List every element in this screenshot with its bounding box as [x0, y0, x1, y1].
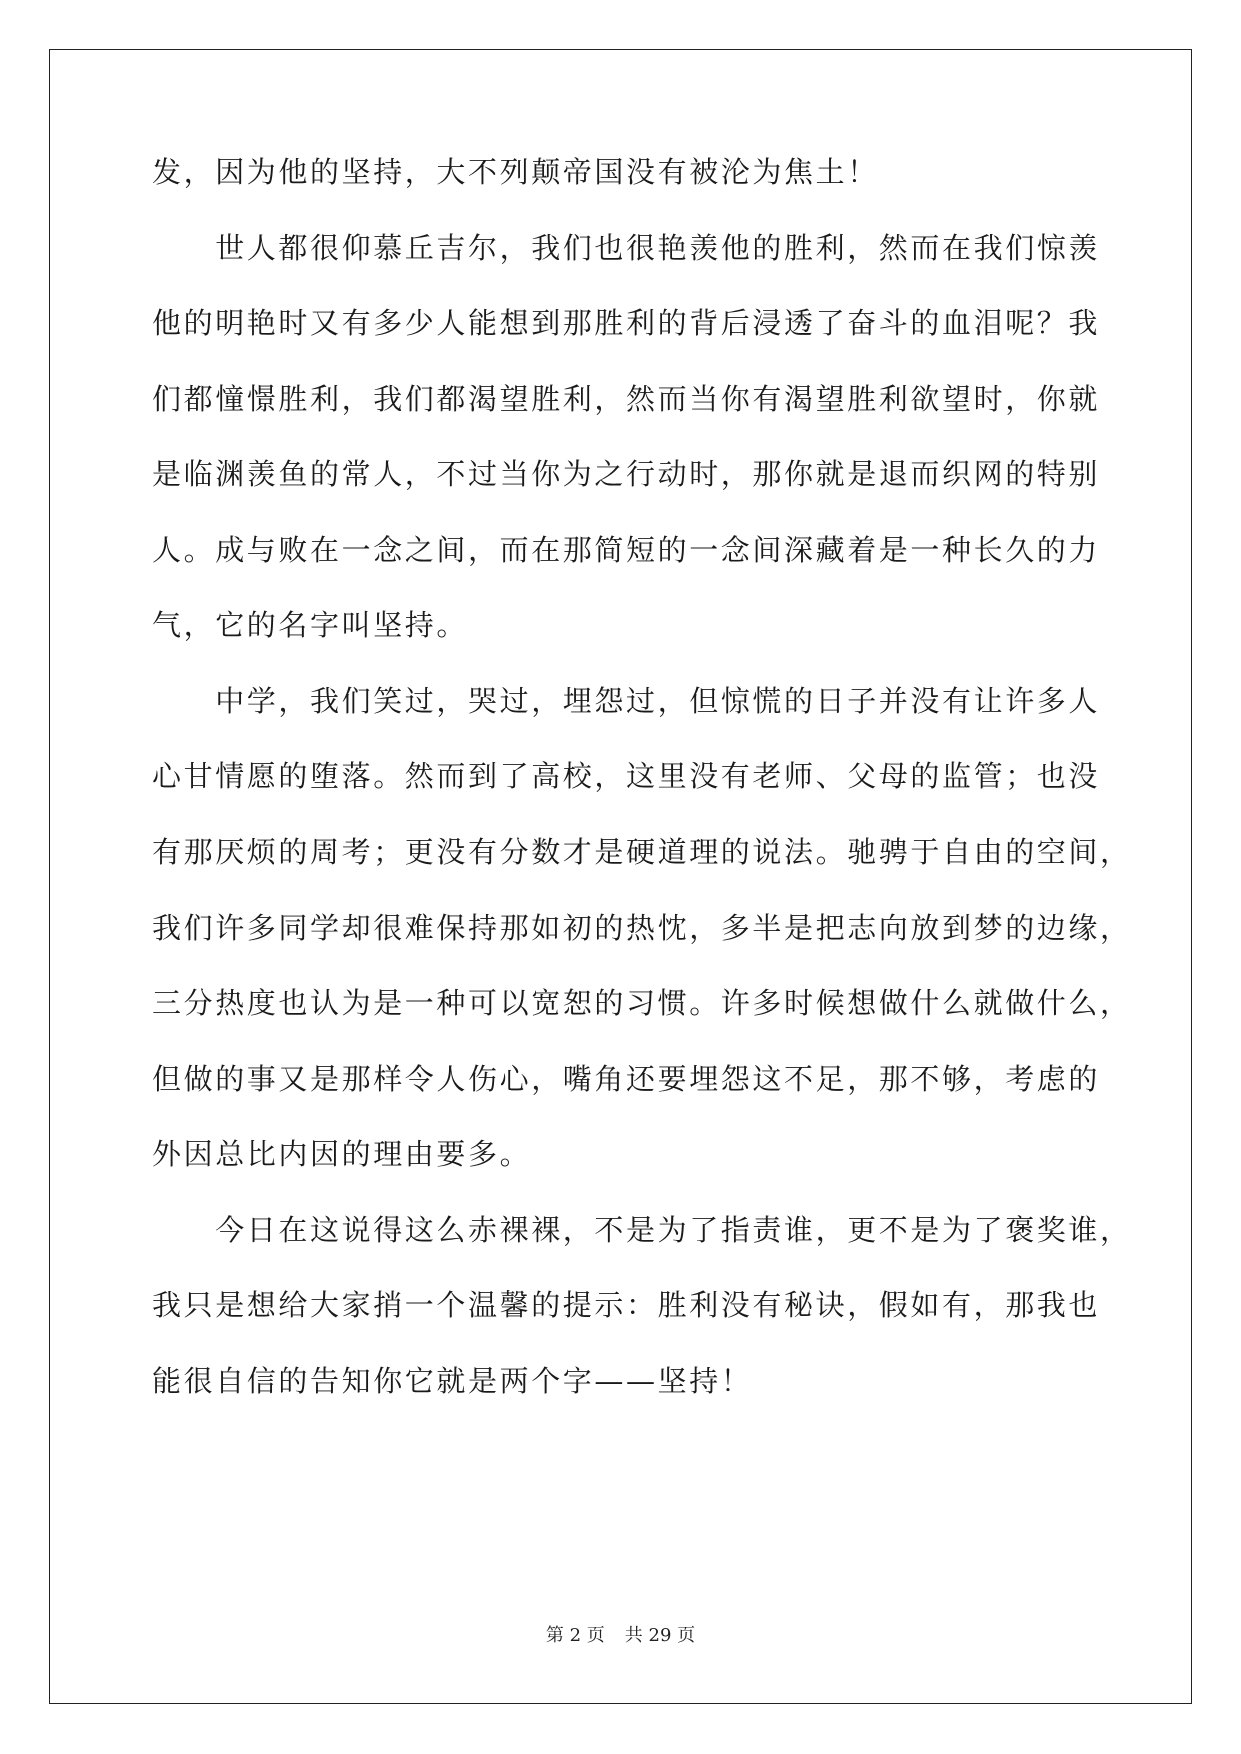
text-line: 我只是想给大家捎一个温馨的提示：胜利没有秘诀，假如有，那我也 — [152, 1288, 1101, 1322]
page-total: 共 29 页 — [624, 1625, 696, 1646]
text-line: 外因总比内因的理由要多。 — [152, 1137, 532, 1171]
text-line: 他的明艳时又有多少人能想到那胜利的背后浸透了奋斗的血泪呢？我 — [152, 306, 1101, 340]
text-line: 中学，我们笑过，哭过，埋怨过，但惊慌的日子并没有让许多人 — [152, 684, 1101, 718]
text-line: 但做的事又是那样令人伤心，嘴角还要埋怨这不足，那不够，考虑的 — [152, 1062, 1101, 1096]
text-line: 发，因为他的坚持，大不列颠帝国没有被沦为焦土！ — [152, 155, 879, 189]
text-line: 们都憧憬胜利，我们都渴望胜利，然而当你有渴望胜利欲望时，你就 — [152, 382, 1101, 416]
text-line: 世人都很仰慕丘吉尔，我们也很艳羡他的胜利，然而在我们惊羡 — [152, 231, 1101, 265]
text-line: 气，它的名字叫坚持。 — [152, 608, 469, 642]
page-border — [49, 49, 1192, 1704]
text-line: 能很自信的告知你它就是两个字——坚持！ — [152, 1364, 753, 1398]
text-line: 心甘情愿的堕落。然而到了高校，这里没有老师、父母的监管；也没 — [152, 759, 1101, 793]
text-line: 我们许多同学却很难保持那如初的热忱，多半是把志向放到梦的边缘， — [152, 911, 1132, 945]
text-line: 今日在这说得这么赤裸裸，不是为了指责谁，更不是为了褒奖谁， — [152, 1213, 1132, 1247]
text-line: 三分热度也认为是一种可以宽恕的习惯。许多时候想做什么就做什么， — [152, 986, 1132, 1020]
text-line: 有那厌烦的周考；更没有分数才是硬道理的说法。驰骋于自由的空间， — [152, 835, 1132, 869]
text-line: 是临渊羡鱼的常人，不过当你为之行动时，那你就是退而织网的特别 — [152, 457, 1101, 491]
page-footer — [0, 1624, 1241, 1648]
text-line: 人。成与败在一念之间，而在那简短的一念间深藏着是一种长久的力 — [152, 533, 1101, 567]
page-number: 第 2 页 — [545, 1625, 605, 1646]
